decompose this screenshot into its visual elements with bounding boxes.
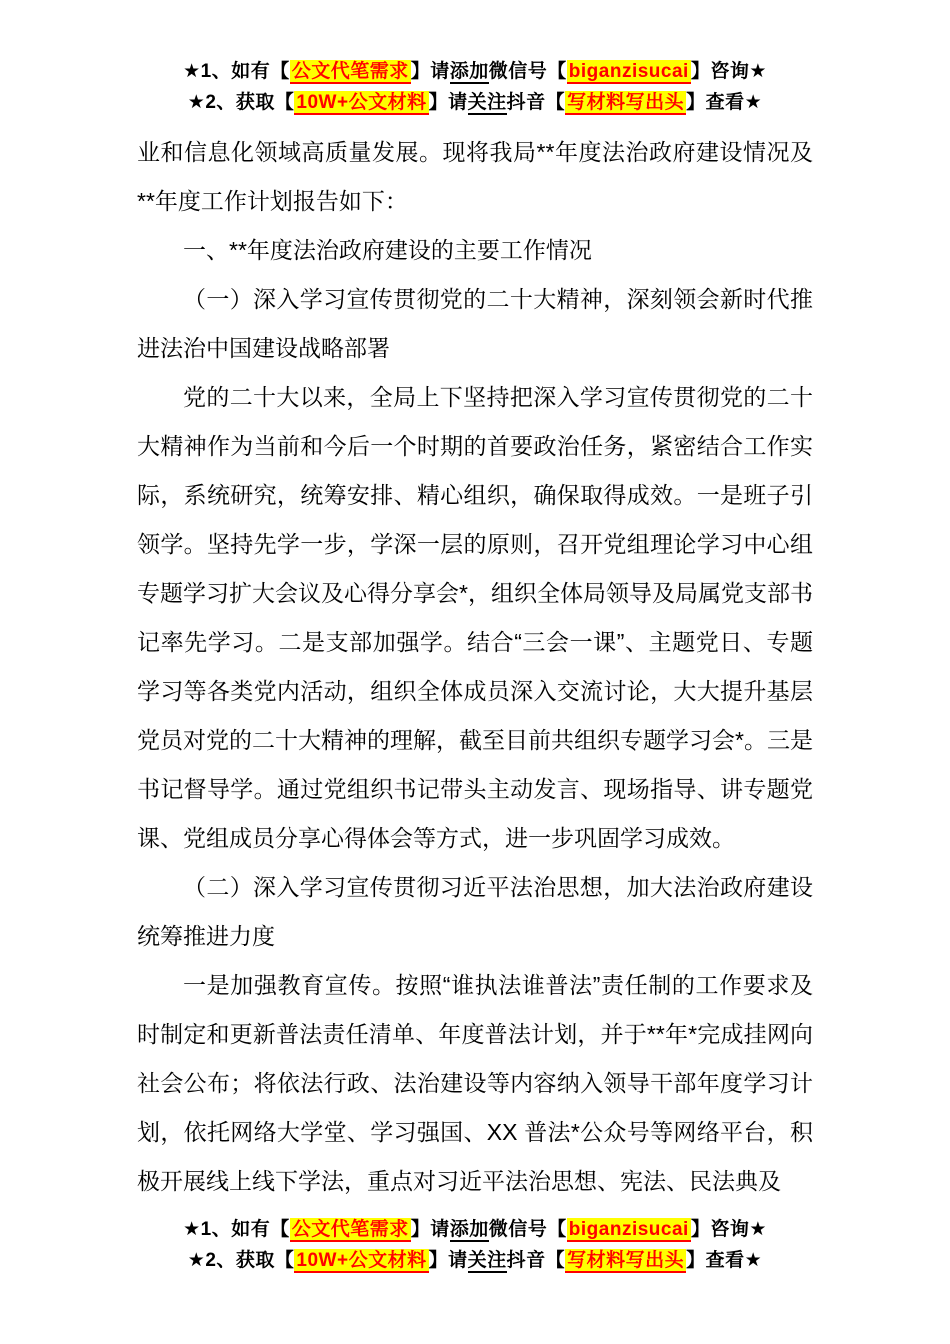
promo-text: 】咨询★ — [690, 1219, 767, 1240]
highlighted-wechat-id: biganzisucai — [568, 1219, 689, 1240]
promo-text: 抖音【 — [506, 1250, 566, 1271]
body-paragraph: 党的二十大以来，全局上下坚持把深入学习宣传贯彻党的二十大精神作为当前和今后一个时期的首要政治任务，紧密结合工作实际，系统研究，统筹安排、精心组织，确保取得成效。一是班子引领学。坚持先学一步，学深一层的原则，召开党组理论学习中心组专题学习扩大会议及心得分享会*，组织全体局领导及局属党支部书记率先学习。二是支部加强学。结合“三会一课”、主题党日、专题学习等各类党内活动，组织全体成员深入交流讨论，大大提升基层党员对党的二十大精神的理解，截至目前共组织专题学习会*。三是书记督导学。通过党组织书记带头主动发言、现场指导、讲专题党课、党组成员分享心得体会等方式，进一步巩固学习成效。 — [137, 384, 813, 851]
highlighted-keyword: 公文代笔需求 — [291, 1219, 409, 1240]
promo-text: 】咨询★ — [690, 61, 767, 82]
highlighted-douyin-name: 写材料写出头 — [567, 1250, 685, 1271]
promo-text: 抖音【 — [506, 92, 566, 113]
underlined-word: 添加 — [449, 1219, 489, 1240]
section-heading: 一、**年度法治政府建设的主要工作情况 — [183, 237, 592, 263]
paragraph-continuation: 业和信息化领域高质量发展。现将我局**年度法治政府建设情况及**年度工作计划报告如下： — [137, 139, 813, 214]
underlined-word: 关注 — [467, 1250, 507, 1271]
promo-text: 】请 — [410, 61, 450, 82]
promo-text: 】请 — [428, 92, 468, 113]
promo-line-2 — [0, 87, 950, 118]
promo-text: 】查看★ — [686, 1250, 763, 1271]
highlighted-wechat-id: biganzisucai — [568, 61, 689, 82]
promo-text: ★1、如有【 — [183, 61, 290, 82]
highlighted-douyin-name: 写材料写出头 — [567, 92, 685, 113]
promo-line-2 — [0, 1245, 950, 1276]
promo-text: ★2、获取【 — [187, 92, 295, 113]
promo-text: 】请 — [428, 1250, 468, 1271]
promo-text: 】请 — [410, 1219, 450, 1240]
promo-text: 微信号【 — [488, 1219, 567, 1240]
underlined-word: 添加 — [449, 61, 489, 82]
promo-banner-top — [0, 0, 950, 118]
promo-text: 】查看★ — [686, 92, 763, 113]
highlighted-keyword: 公文代笔需求 — [291, 61, 409, 82]
promo-line-1 — [0, 56, 950, 87]
subsection-heading: （二）深入学习宣传贯彻习近平法治思想，加大法治政府建设统筹推进力度 — [137, 874, 813, 949]
body-paragraph: 一是加强教育宣传。按照“谁执法谁普法”责任制的工作要求及时制定和更新普法责任清单、年度普法计划，并于**年*完成挂网向社会公布；将依法行政、法治建设等内容纳入领导干部年度学习计划，依托网络大学堂、学习强国、XX 普法*公众号等网络平台，积极开展线上线下学法，重点对习近平法治思想、宪法、民法典及 — [137, 972, 813, 1194]
underlined-word: 关注 — [467, 92, 507, 113]
promo-banner-bottom — [0, 1214, 950, 1276]
promo-text: ★2、获取【 — [187, 1250, 295, 1271]
document-body — [137, 128, 813, 1206]
highlighted-keyword: 10W+公文材料 — [296, 1250, 427, 1271]
highlighted-keyword: 10W+公文材料 — [296, 92, 427, 113]
promo-line-1 — [0, 1214, 950, 1245]
promo-text: ★1、如有【 — [183, 1219, 290, 1240]
promo-text: 微信号【 — [488, 61, 567, 82]
subsection-heading: （一）深入学习宣传贯彻党的二十大精神，深刻领会新时代推进法治中国建设战略部署 — [137, 286, 813, 361]
